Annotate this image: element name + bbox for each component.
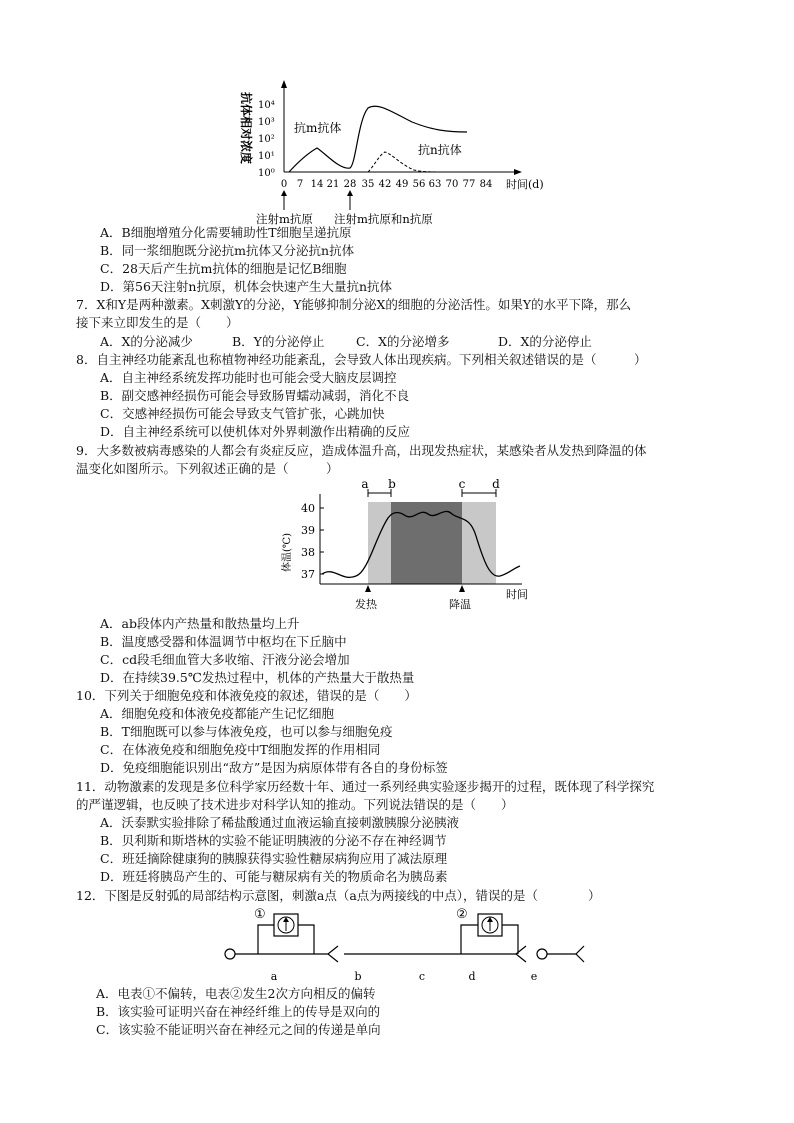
meter-2-wire (502, 925, 518, 954)
x-tick: 49 (395, 179, 409, 190)
injection-note-2: 注射m抗原和n抗原 (334, 212, 433, 226)
x-axis-label: 时间 (506, 588, 528, 601)
point-c: c (418, 970, 426, 983)
q9-option-b: B．温度感受器和体温调节中枢均在下丘脑中 (100, 634, 347, 649)
anti-n-label: 抗n抗体 (418, 143, 462, 157)
q8-option-d: D．自主神经系统可以使机体对外界刺激作出精确的反应 (100, 424, 411, 439)
x-tick: 42 (378, 179, 392, 190)
q11-option-a: A．沃泰默实验排除了稀盐酸通过血液运输直接刺激胰腺分泌胰液 (100, 815, 460, 830)
q9-option-c: C．cd段毛细血管大多收缩、汗液分泌会增加 (100, 652, 350, 667)
q11-stem-line2: 的严谨逻辑，也反映了技术进步对科学认知的推动。下列说法错误的是（ ） (76, 797, 514, 812)
q9-option-a: A．ab段体内产热量和散热量均上升 (100, 616, 300, 631)
y-tick: 10³ (258, 117, 275, 128)
y-tick: 37 (301, 568, 315, 581)
q10-option-a: A．细胞免疫和体液免疫都能产生记忆细胞 (100, 706, 335, 721)
meter-1-wire (258, 925, 274, 954)
fever-arrow (365, 585, 371, 592)
label-b: b (388, 477, 396, 491)
x-tick: 70 (445, 179, 459, 190)
q7-option-b: B．Y的分泌停止 (232, 334, 325, 349)
q10-option-d: D．免疫细胞能识别出“敌方”是因为病原体带有各自的身份标签 (100, 760, 448, 775)
q12-option-a: A．电表①不偏转，电表②发生2次方向相反的偏转 (96, 986, 376, 1001)
x-tick: 14 (310, 179, 324, 190)
y-tick: 10¹ (258, 151, 275, 162)
cell-body-3 (537, 949, 547, 959)
x-axis-unit: 时间(d) (506, 178, 544, 191)
injection-note-1: 注射m抗原 (256, 212, 313, 226)
q11-option-b: B．贝利斯和斯塔林的实验不能证明胰液的分泌不存在神经调节 (100, 833, 447, 848)
q8-option-a: A．自主神经系统发挥功能时也可能会受大脑皮层调控 (100, 370, 397, 385)
x-tick: 35 (361, 179, 375, 190)
q11-stem-line1: 11．动物激素的发现是多位科学家历经数十年、通过一系列经典实验逐步揭开的过程，既体现了科学探究 (76, 779, 655, 794)
y-axis-label: 体温(℃) (282, 533, 293, 572)
q7-stem-line2: 接下来立即发生的是（ ） (76, 315, 239, 330)
q7-option-d: D．X的分泌停止 (498, 334, 592, 349)
injection-arrowhead-2 (347, 190, 353, 196)
q8-option-c: C．交感神经损伤可能会导致支气管扩张，心跳加快 (100, 406, 385, 421)
reflex-arc-diagram (216, 904, 596, 984)
q12-option-c: C．该实验不能证明兴奋在神经元之间的传递是单向 (96, 1022, 381, 1037)
temperature-chart (284, 476, 534, 616)
q8-option-b: B．副交感神经损伤可能会导致肠胃蠕动减弱，消化不良 (100, 388, 410, 403)
y-tick: 10⁰ (258, 168, 275, 179)
q9-stem-line1: 9．大多数被病毒感染的人都会有炎症反应，造成体温升高，出现发热症状，某感染者从发热到降温的体 (76, 443, 647, 458)
x-tick: 63 (428, 179, 442, 190)
y-tick: 10⁴ (258, 100, 275, 111)
y-axis-label: 抗体相对浓度 (239, 92, 253, 165)
q6-option-a: A．B细胞增殖分化需要辅助性T细胞呈递抗原 (100, 225, 352, 240)
x-tick: 21 (326, 179, 340, 190)
q7-stem-line1: 7．X和Y是两种激素。X刺激Y的分泌，Y能够抑制分泌X的细胞的分泌活性。如果Y的水平下降，那么 (76, 297, 632, 312)
x-tick: 84 (479, 179, 493, 190)
y-axis-arrow (281, 80, 287, 88)
fever-label: 发热 (355, 598, 377, 611)
point-d: d (468, 970, 476, 983)
x-tick: 77 (462, 179, 476, 190)
y-tick: 39 (301, 524, 315, 537)
y-tick: 38 (301, 546, 315, 559)
x-tick: 7 (296, 179, 304, 190)
y-tick: 40 (301, 502, 315, 515)
q6-option-c: C．28天后产生抗m抗体的细胞是记忆B细胞 (100, 261, 347, 276)
x-tick: 28 (343, 179, 357, 190)
region-bc (391, 502, 462, 584)
point-b: b (354, 970, 362, 983)
q9-option-d: D．在持续39.5℃发热过程中，机体的产热量大于散热量 (100, 670, 415, 685)
anti-m-label: 抗m抗体 (294, 121, 342, 135)
label-a: a (361, 477, 369, 491)
point-a: a (270, 970, 278, 983)
injection-arrowhead-1 (281, 190, 287, 196)
q6-option-d: D．第56天注射n抗原，机体会快速产生大量抗n抗体 (100, 279, 393, 294)
antibody-chart (232, 80, 572, 230)
x-tick: 0 (280, 179, 288, 190)
q8-stem: 8．自主神经功能紊乱也称植物神经功能紊乱，会导致人体出现疾病。下列相关叙述错误的是（ ） (76, 352, 647, 367)
q7-option-a: A．X的分泌减少 (100, 334, 193, 349)
meter-1-wire (298, 925, 314, 954)
axon-3-terminal (576, 946, 584, 962)
y-tick: 10² (258, 134, 275, 145)
q10-option-c: C．在体液免疫和细胞免疫中T细胞发挥的作用相同 (100, 742, 381, 757)
q10-option-b: B．T细胞既可以参与体液免疫，也可以参与细胞免疫 (100, 724, 393, 739)
q11-option-c: C．班廷摘除健康狗的胰腺获得实验性糖尿病狗应用了减法原理 (100, 851, 448, 866)
q12-option-b: B．该实验可证明兴奋在神经纤维上的传导是双向的 (96, 1004, 381, 1019)
q9-stem-line2: 温变化如图所示。下列叙述正确的是（ ） (76, 461, 339, 476)
x-axis-arrow (514, 169, 522, 175)
meter-2-wire (461, 925, 478, 954)
q11-option-d: D．班廷将胰岛产生的、可能与糖尿病有关的物质命名为胰岛素 (100, 869, 448, 884)
x-tick: 56 (412, 179, 426, 190)
q10-stem: 10．下列关于细胞免疫和体液免疫的叙述，错误的是（ ） (76, 688, 417, 703)
synapse-terminal-1 (328, 946, 338, 962)
q12-stem: 12．下图是反射弧的局部结构示意图，刺激a点（a点为两接线的中点），错误的是（ ） (76, 888, 601, 903)
q7-option-c: C．X的分泌增多 (356, 334, 450, 349)
meter-2-label: ② (456, 907, 468, 922)
label-d: d (492, 477, 500, 491)
anti-m-curve (289, 106, 467, 172)
cell-body-1 (225, 949, 235, 959)
meter-1-label: ① (254, 907, 266, 922)
point-e: e (530, 970, 538, 983)
q6-option-b: B．同一浆细胞既分泌抗m抗体又分泌抗n抗体 (100, 243, 355, 258)
cooling-arrow (459, 585, 465, 592)
label-c: c (458, 477, 466, 491)
cooling-label: 降温 (449, 598, 471, 611)
